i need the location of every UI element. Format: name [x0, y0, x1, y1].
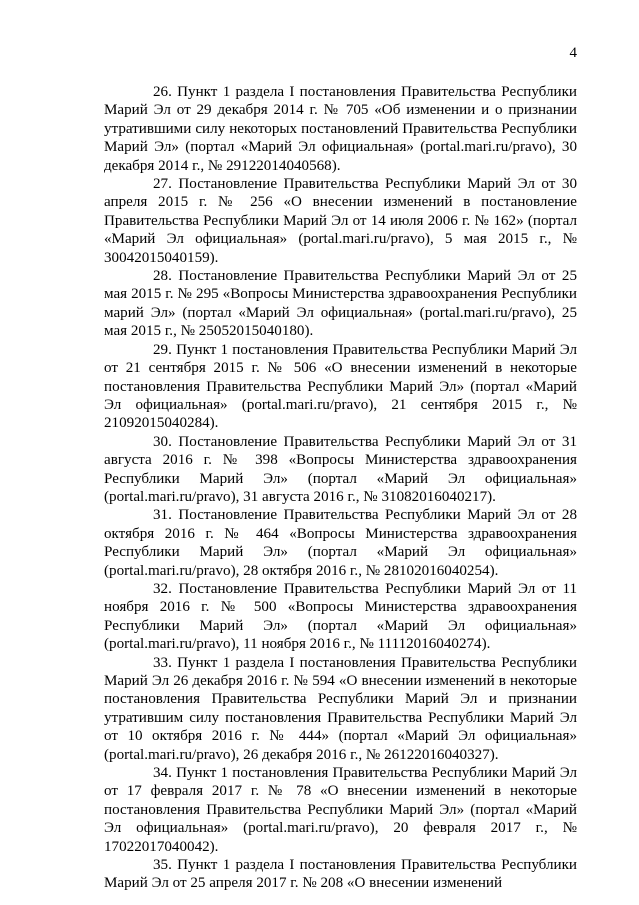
page-number: 4 [569, 45, 577, 61]
list-item-33: 33. Пункт 1 раздела I постановления Правительства Республики Марий Эл 26 декабря 2016 г. № 594 «О внесении изменений в некоторые постановления Правительства Республики Марий Эл и признании утратившим силу постановления Правительства Республики Марий Эл от 10 октября 2016 г. № 444» (портал «Марий Эл официальная» (portal.mari.ru/pravo), 26 декабря 2016 г., № 26122016040327). [104, 654, 577, 763]
list-item-28: 28. Постановление Правительства Республики Марий Эл от 25 мая 2015 г. № 295 «Вопросы Министерства здравоохранения Республики марий Эл» (портал «Марий Эл официальная» (portal.mari.ru/pravo), 25 мая 2015 г., № 25052015040180). [104, 268, 577, 340]
list-item-32: 32. Постановление Правительства Республики Марий Эл от 11 ноября 2016 г. № 500 «Вопросы Министерства здравоохранения Республики Марий Эл» (портал «Марий Эл официальная» (portal.mari.ru/pravo), 11 ноября 2016 г., № 11112016040274). [104, 580, 577, 653]
list-item-26: 26. Пункт 1 раздела I постановления Правительства Республики Марий Эл от 29 декабря 2014 г. № 705 «Об изменении и о признании утратившими силу некоторых постановлений Правительства Республики Марий Эл» (портал «Марий Эл официальная» (portal.mari.ru/pravo), 30 декабря 2014 г., № 29122014040568). [104, 84, 577, 174]
list-item-27: 27. Постановление Правительства Республики Марий Эл от 30 апреля 2015 г. № 256 «О внесении изменений в постановление Правительства Республики Марий Эл от 14 июля 2006 г. № 162» (портал «Марий Эл официальная» (portal.mari.ru/pravo), 5 мая 2015 г., № 30042015040159). [104, 176, 577, 266]
document-body [104, 83, 577, 893]
list-item-30: 30. Постановление Правительства Республики Марий Эл от 31 августа 2016 г. № 398 «Вопросы Министерства здравоохранения Республики Марий Эл» (портал «Марий Эл официальная» (portal.mari.ru/pravo), 31 августа 2016 г., № 31082016040217). [104, 433, 577, 505]
list-item-34: 34. Пункт 1 постановления Правительства Республики Марий Эл от 17 февраля 2017 г. № 78 «О внесении изменений в некоторые постановления Правительства Республики Марий Эл» (портал «Марий Эл официальная» (portal.mari.ru/pravo), 20 февраля 2017 г., № 17022017040042). [104, 765, 577, 855]
list-item-35: 35. Пункт 1 раздела I постановления Правительства Республики Марий Эл от 25 апреля 2017 г. № 208 «О внесении изменений [104, 857, 577, 892]
list-item-29: 29. Пункт 1 постановления Правительства Республики Марий Эл от 21 сентября 2015 г. № 506 «О внесении изменений в некоторые постановления Правительства Республики Марий Эл» (портал «Марий Эл официальная» (portal.mari.ru/pravo), 21 сентября 2015 г., № 21092015040284). [104, 341, 577, 432]
list-item-31: 31. Постановление Правительства Республики Марий Эл от 28 октября 2016 г. № 464 «Вопросы Министерства здравоохранения Республики Марий Эл» (портал «Марий Эл официальная» (portal.mari.ru/pravo), 28 октября 2016 г., № 28102016040254). [104, 507, 577, 579]
